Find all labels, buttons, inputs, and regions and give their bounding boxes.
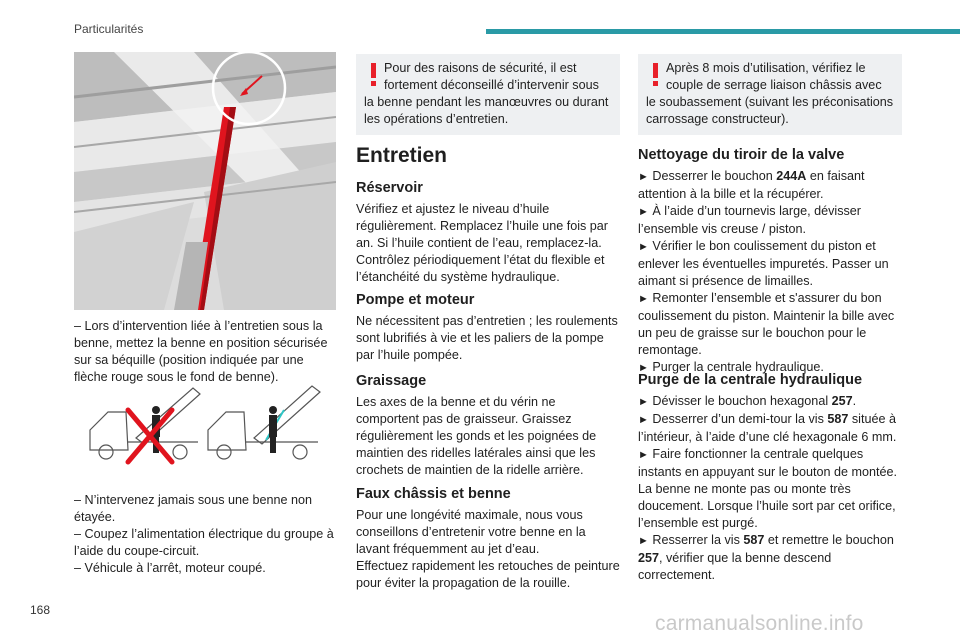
tipper-safety-illustration (88, 380, 324, 480)
page-number: 168 (30, 603, 51, 617)
tipper-prop-illustration (74, 52, 336, 310)
header-section: Particularités (74, 22, 144, 36)
heading-chassis: Faux châssis et benne (356, 486, 511, 502)
safety-list-item-3: – Véhicule à l’arrêt, moteur coupé. (74, 561, 266, 575)
heading-graissage: Graissage (356, 373, 427, 389)
valve-step-2: ► À l’aide d’un tournevis large, dévisser l’ensemble vis creuse / piston. (638, 204, 861, 236)
arrow-right-icon: ► (638, 535, 649, 547)
text-pompe: Ne nécessitent pas d’entretien ; les roulements sont lubrifiés à vie et les paliers de la pompe par l’huile pompée. (356, 314, 618, 362)
warning-box-maneuvers (356, 54, 620, 135)
arrow-right-icon: ► (638, 293, 649, 305)
safety-list-item-1: – N’intervenez jamais sous une benne non étayée. (74, 493, 313, 524)
arrow-right-icon: ► (638, 449, 649, 461)
arrow-right-icon: ► (638, 396, 649, 408)
heading-valve: Nettoyage du tiroir de la valve (638, 147, 845, 163)
arrow-right-icon: ► (638, 362, 649, 374)
watermark: carmanualsonline.info (655, 612, 864, 635)
warning-text: Pour des raisons de sécurité, il est fortement déconseillé d’intervenir sous la benne pendant les manœuvres ou durant les opérations d’entretien. (364, 61, 609, 126)
arrow-right-icon: ► (638, 171, 649, 183)
text-chassis-1: Pour une longévité maximale, nous vous conseillons d’entretenir votre benne en la lavant fréquemment au jet d’eau. (356, 508, 586, 556)
valve-step-5: ► Purger la centrale hydraulique. (638, 360, 824, 374)
warning-exclamation-icon (364, 60, 384, 90)
heading-reservoir: Réservoir (356, 180, 423, 196)
safety-list-item-2: – Coupez l’alimentation électrique du groupe à l’aide du coupe-circuit. (74, 527, 334, 558)
purge-step-3: ► Faire fonctionner la centrale quelques instants en appuyant sur le bouton de montée. La benne ne monte pas ou monte très doucement. Lorsque l’huile sort par cet orifice, l’ensemble est purgé. (638, 447, 898, 530)
heading-purge: Purge de la centrale hydraulique (638, 372, 863, 388)
heading-pompe: Pompe et moteur (356, 292, 475, 308)
valve-step-4: ► Remonter l’ensemble et s'assurer du bon coulissement du piston. Maintenir la bille avec un peu de graisse sur le bouchon pour le remontage. (638, 291, 895, 357)
arrow-right-icon: ► (638, 414, 649, 426)
valve-step-3: ► Vérifier le bon coulissement du piston et enlever les éventuelles impuretés. Passer un aimant si présence de limailles. (638, 239, 889, 288)
text-graissage: Les axes de la benne et du vérin ne comportent pas de graisseur. Graissez régulièrement les gonds et les poignées de maintien des ridelles latérales ainsi que les crochets de maintien de la ridelle arrière. (356, 395, 597, 477)
section-title-entretien: Entretien (356, 144, 448, 167)
arrow-right-icon: ► (638, 241, 649, 253)
warning-text: Après 8 mois d’utilisation, vérifiez le couple de serrage liaison châssis avec le soubassement (suivant les préconisations carrossage constructeur). (646, 61, 894, 126)
prop-instruction: – Lors d’intervention liée à l’entretien sous la benne, mettez la benne en position sécurisée sur sa béquille (position indiquée par une flèche rouge sous le fond de benne). (74, 319, 328, 384)
warning-exclamation-icon (646, 60, 666, 90)
purge-step-4: ► Resserrer la vis 587 et remettre le bouchon 257, vérifier que la benne descend correctement. (638, 533, 894, 582)
purge-step-1: ► Dévisser le bouchon hexagonal 257. (638, 394, 857, 408)
header-accent-bar (486, 29, 960, 34)
purge-step-2: ► Desserrer d’un demi-tour la vis 587 située à l’intérieur, à l’aide d’une clé hexagonale 6 mm. (638, 412, 897, 444)
text-reservoir: Vérifiez et ajustez le niveau d’huile régulièrement. Remplacez l’huile une fois par an. Si l’huile contient de l’eau, remplacez-la. Contrôlez périodiquement l’état du flexible et l’étanchéité du système hydraulique. (356, 202, 609, 284)
warning-box-torque (638, 54, 902, 135)
text-chassis-2: Effectuez rapidement les retouches de peinture pour éviter la propagation de la rouille. (356, 559, 620, 590)
valve-step-1: ► Desserrer le bouchon 244A en faisant attention à la bille et la récupérer. (638, 169, 865, 201)
arrow-right-icon: ► (638, 206, 649, 218)
